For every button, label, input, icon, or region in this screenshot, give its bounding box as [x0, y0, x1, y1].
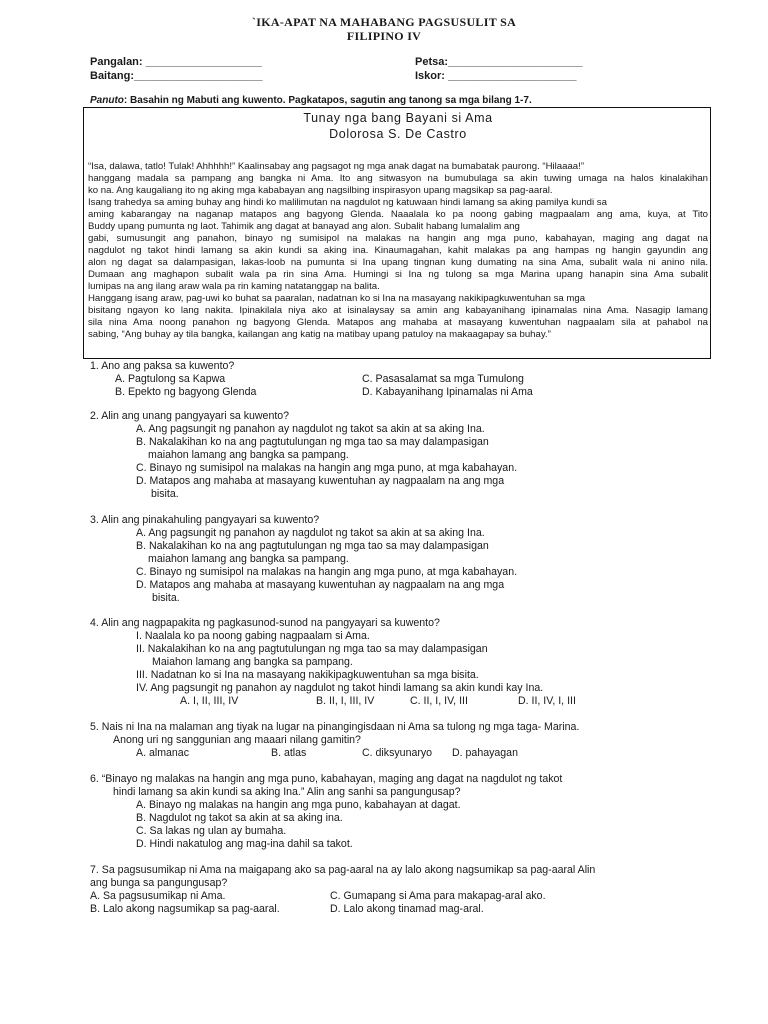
petsa-field[interactable]: Petsa:______________________ [415, 56, 583, 68]
question-6-choice-d[interactable]: D. Hindi nakatulog ang mag-ina dahil sa takot. [136, 838, 353, 850]
story-line: Hanggang isang araw, pag-uwi ko buhat sa paaralan, nadatnan ko si Ina na masayang nakikipagkuwentuhan sa mga [88, 293, 586, 304]
story-line: hanggang madala sa pampang ang bangka ni Ama. Ito ang sitwasyon na bumubulaga sa akin tuwing umaga na halos kinalakihan [88, 173, 708, 184]
story-line: sabing, “Ang buhay ay tila bangka, kailangan ang katig na matibay upang patuloy na makaagapay sa buhay.” [88, 329, 551, 340]
story-line: lumipas na ang ilang araw wala pa rin kaming natatanggap na balita. [88, 281, 380, 292]
question-6-choice-c[interactable]: C. Sa lakas ng ulan ay bumaha. [136, 825, 287, 837]
story-line: Dumaan ang maghapon subalit wala pa rin sina Ama. Humingi si Ina ng tulong sa mga Marina upang hanapin sina Ama subalit [88, 269, 708, 280]
question-2-choice-b[interactable]: B. Nakalakihan ko na ang pagtutulungan ng mga tao sa may dalampasigan [136, 436, 489, 448]
story-author: Dolorosa S. De Castro [329, 127, 467, 141]
question-2-choice-d-cont: bisita. [151, 488, 179, 500]
story-line: nagdulot ng takot hindi lamang sa akin kundi sa aking ina. Kinaumagahan, kahit malakas pa ang hampas ng hangin gayundin ang [88, 245, 708, 256]
question-4-choice-a[interactable]: A. I, II, III, IV [180, 695, 239, 707]
question-6-choice-b[interactable]: B. Nagdulot ng takot sa akin at sa aking ina. [136, 812, 343, 824]
question-3-choice-a[interactable]: A. Ang pagsungit ng panahon ay nagdulot ng takot sa akin at sa aking Ina. [136, 527, 485, 539]
question-4-item-iv: IV. Ang pagsungit ng panahon ay nagdulot ng takot hindi lamang sa akin kundi kay Ina. [136, 682, 544, 694]
story-line: ko na. Ang kaugaliang ito ng aking mga kababayan ang nagsilbing inspirasyon upang magsikap sa pag-aaral. [88, 185, 553, 196]
question-6-choice-a[interactable]: A. Binayo ng malakas na hangin ang mga puno, kabahayan at dagat. [136, 799, 461, 811]
question-3-choice-b-cont: maiahon lamang ang bangka sa pampang. [148, 553, 349, 565]
story-title: Tunay nga bang Bayani si Ama [303, 111, 493, 125]
question-5-stem-cont: Anong uri ng sanggunian ang maaari nilang gamitin? [113, 734, 361, 746]
question-2-choice-a[interactable]: A. Ang pagsungit ng panahon ay nagdulot ng takot sa akin at sa aking Ina. [136, 423, 485, 435]
story-box [83, 107, 711, 359]
instructions [90, 95, 532, 106]
story-line: alon ng dagat sa dalampasigan, lakas-loob na pumunta si Ina upang tingnan kung dumating na sina Ama, subalit wala ni anino nila. [88, 257, 708, 268]
question-1-choice-b[interactable]: B. Epekto ng bagyong Glenda [115, 386, 257, 398]
story-line: aming kabarangay na naganap matapos ang bagyong Glenda. Naaalala ko pa noong gabing magpaalam ang ama, kuya, at Tito [88, 209, 708, 220]
question-4-choice-d[interactable]: D. II, IV, I, III [518, 695, 576, 707]
instructions-text: : Basahin ng Mabuti ang kuwento. Pagkatapos, sagutin ang tanong sa mga bilang 1-7. [123, 95, 532, 106]
question-2-choice-d[interactable]: D. Matapos ang mahaba at masayang kuwentuhan ay nagpaalam na ang mga [136, 475, 505, 487]
question-5-choice-d[interactable]: D. pahayagan [452, 747, 518, 759]
story-line: “Isa, dalawa, tatlo! Tulak! Ahhhhh!” Kaalinsabay ang pagsagot ng mga anak dagat na bumabatak paurong. “Hilaaaa!” [88, 161, 585, 172]
question-4-item-ii-cont: Maiahon lamang ang bangka sa pampang. [152, 656, 353, 668]
question-7-stem: 7. Sa pagsusumikap ni Ama na maigapang ako sa pag-aaral na ay lalo akong nagsumikap sa pag-aaral Alin [90, 864, 596, 876]
question-7-choice-c[interactable]: C. Gumapang si Ama para makapag-aral ako. [330, 890, 546, 902]
question-3-stem: 3. Alin ang pinakahuling pangyayari sa kuwento? [90, 514, 320, 526]
story-line: bisitang ngayon ko lang nakita. Ipinakilala niya ako at isinalaysay sa amin ang kabayanihang ipinamalas nina Ama. Nasagip lamang [88, 305, 708, 316]
story-line: Isang trahedya sa aming buhay ang hindi ko malilimutan na nagdulot ng katuwaan hindi lamang sa aking pamilya kundi sa [88, 197, 607, 208]
question-2-choice-c[interactable]: C. Binayo ng sumisipol na malakas na hangin ang mga puno, at mga kabahayan. [136, 462, 518, 474]
question-5-stem: 5. Nais ni Ina na malaman ang tiyak na lugar na pinangingisdaan ni Ama sa tulong ng mga taga- Marina. [90, 721, 580, 733]
question-1-choice-d[interactable]: D. Kabayanihang Ipinamalas ni Ama [362, 386, 533, 398]
story-line: gabi, sumusungit ang panahon, binayo ng sumisipol na malakas na hangin ang mga puno, kabahayan, maging ang dagat na [88, 233, 708, 244]
question-5-choice-c[interactable]: C. diksyunaryo [362, 747, 433, 759]
question-4-item-i: I. Naalala ko pa noong gabing nagpaalam si Ama. [136, 630, 370, 642]
exam-title-line1: `IKA-APAT NA MAHABANG PAGSUSULIT SA [251, 15, 517, 29]
question-1-choice-a[interactable]: A. Pagtulong sa Kapwa [115, 373, 226, 385]
instructions-label: Panuto [90, 95, 124, 106]
question-1-choice-c[interactable]: C. Pasasalamat sa mga Tumulong [362, 373, 524, 385]
question-7-stem-cont: ang bunga sa pangungusap? [90, 877, 228, 889]
question-5-choice-a[interactable]: A. almanac [136, 747, 189, 759]
iskor-field[interactable]: Iskor: _____________________ [415, 70, 577, 82]
question-2-stem: 2. Alin ang unang pangyayari sa kuwento? [90, 410, 290, 422]
question-3-choice-c[interactable]: C. Binayo ng sumisipol na malakas na hangin ang mga puno, at mga kabahayan. [136, 566, 518, 578]
question-1-stem: 1. Ano ang paksa sa kuwento? [90, 360, 235, 372]
question-3-choice-b[interactable]: B. Nakalakihan ko na ang pagtutulungan ng mga tao sa may dalampasigan [136, 540, 489, 552]
question-5-choice-b[interactable]: B. atlas [271, 747, 307, 759]
exam-title-line2: FILIPINO IV [346, 29, 422, 43]
question-4-choice-c[interactable]: C. II, I, IV, III [410, 695, 468, 707]
question-3-choice-d[interactable]: D. Matapos ang mahaba at masayang kuwentuhan ay nagpaalam na ang mga [136, 579, 505, 591]
story-line: Buddy upang pumunta ng laot. Tahimik ang dagat at banayad ang alon. Subalit habang lumalalim ang [88, 221, 520, 232]
question-7-choice-a[interactable]: A. Sa pagsusumikap ni Ama. [90, 890, 226, 902]
story-line: sila nina Ama noong panahon ng bagyong Glenda. Matapos ang mahaba at masayang kuwentuhan nagpaalam sila at pahabol na [88, 317, 708, 328]
pangalan-field[interactable]: Pangalan: ___________________ [90, 56, 262, 68]
question-7-choice-d[interactable]: D. Lalo akong tinamad mag-aral. [330, 903, 484, 915]
question-6-stem-cont: hindi lamang sa akin kundi sa aking Ina.” Alin ang sanhi sa pangungusap? [113, 786, 461, 798]
question-2-choice-b-cont: maiahon lamang ang bangka sa pampang. [148, 449, 349, 461]
question-3-choice-d-cont: bisita. [152, 592, 180, 604]
question-6-stem: 6. “Binayo ng malakas na hangin ang mga puno, kabahayan, maging ang dagat na nagdulot ng takot [90, 773, 563, 785]
question-4-item-ii: II. Nakalakihan ko na ang pagtutulungan ng mga tao sa may dalampasigan [136, 643, 488, 655]
question-7-choice-b[interactable]: B. Lalo akong nagsumikap sa pag-aaral. [90, 903, 280, 915]
baitang-field[interactable]: Baitang:_____________________ [90, 70, 263, 82]
question-4-stem: 4. Alin ang nagpapakita ng pagkasunod-sunod na pangyayari sa kuwento? [90, 617, 440, 629]
question-4-choice-b[interactable]: B. II, I, III, IV [316, 695, 375, 707]
question-4-item-iii: III. Nadatnan ko si Ina na masayang nakikipagkuwentuhan sa mga bisita. [136, 669, 479, 681]
